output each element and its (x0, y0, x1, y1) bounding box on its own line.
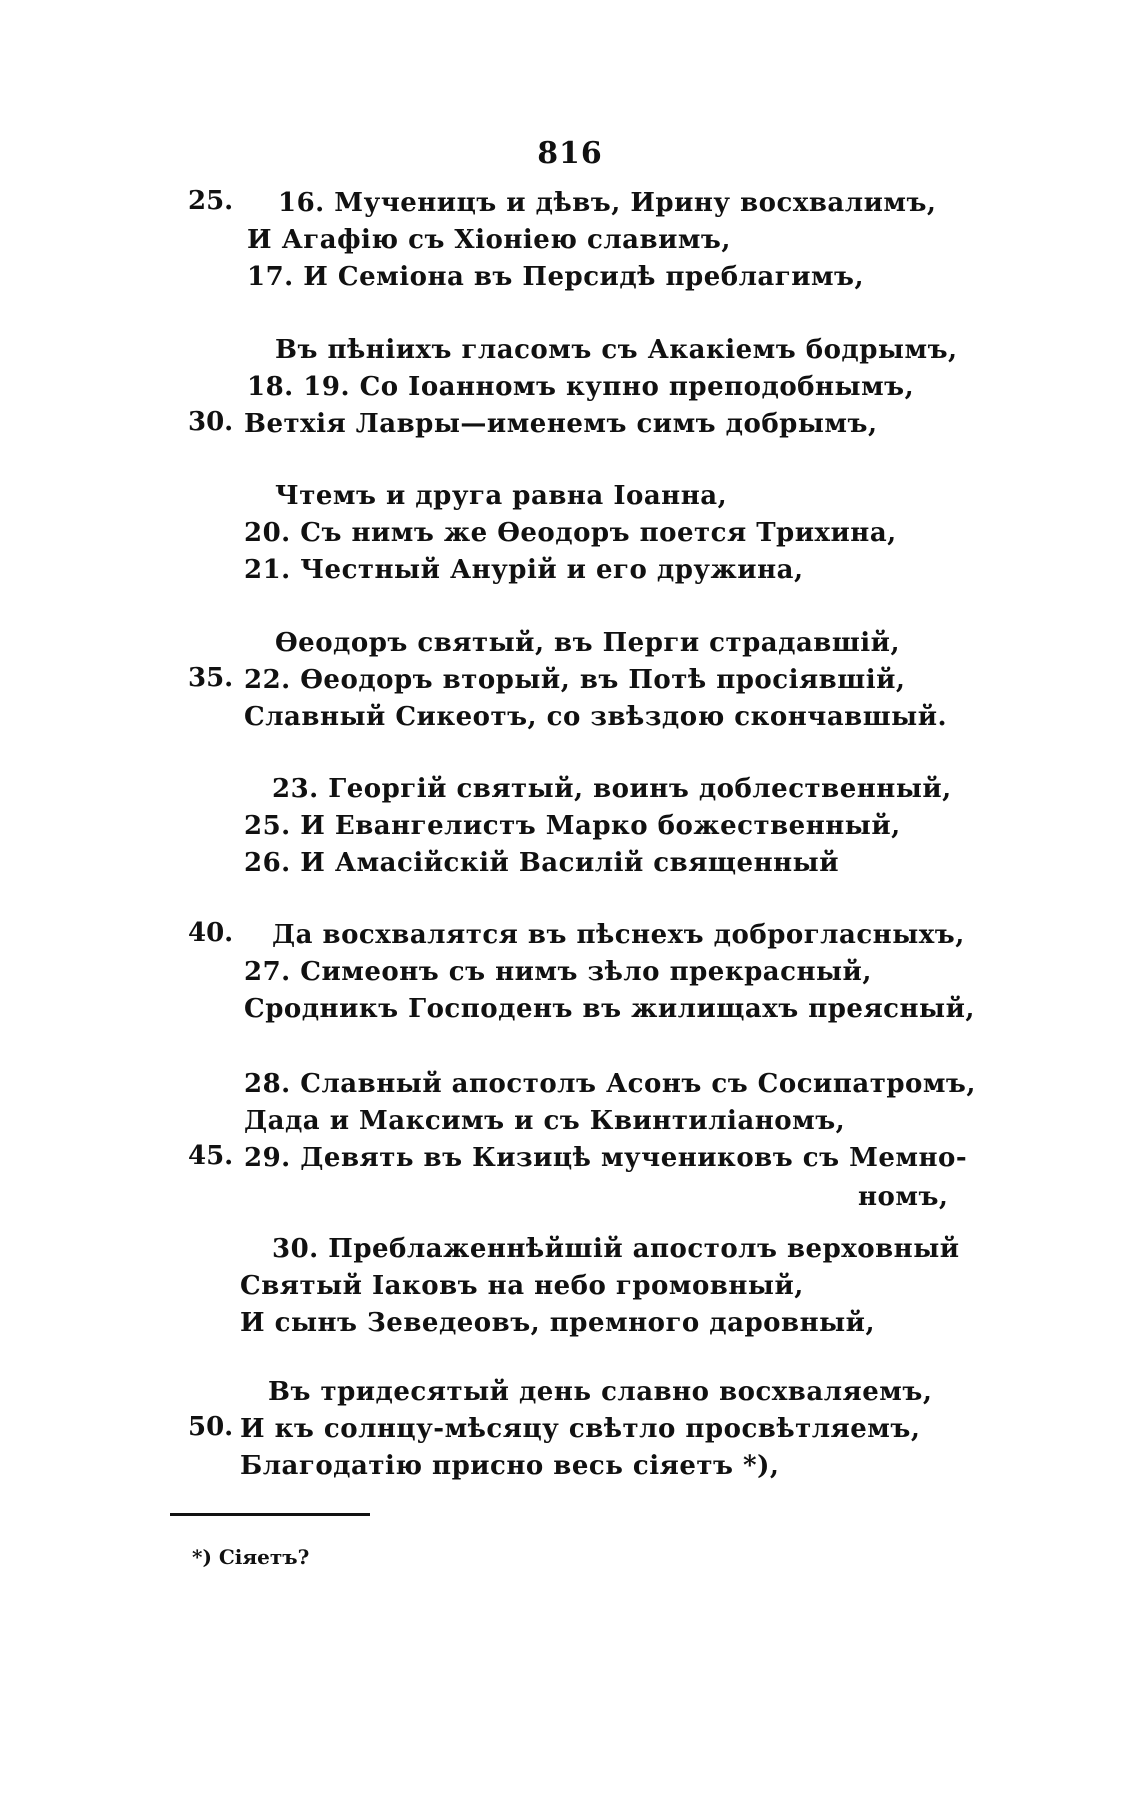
line-number-40: 40. (188, 918, 234, 948)
line-number-25: 25. (188, 186, 234, 216)
verse-line: 22. Ѳеодоръ вторый, въ Потѣ просіявшій, (244, 665, 906, 695)
verse-line: 16. Мученицъ и дѣвъ, Ирину восхвалимъ, (278, 188, 937, 218)
verse-line: Сродникъ Господенъ въ жилищахъ преясный, (244, 994, 975, 1024)
verse-line: 17. И Семіона въ Персидѣ преблагимъ, (247, 262, 865, 292)
verse-line: Святый Іаковъ на небо громовный, (240, 1271, 804, 1301)
footnote: *) Сіяетъ? (192, 1545, 310, 1569)
verse-line-continuation: номъ, (858, 1182, 949, 1212)
verse-line: 20. Съ нимъ же Ѳеодоръ поется Трихина, (244, 518, 897, 548)
footnote-divider (170, 1513, 370, 1516)
verse-line: Чтемъ и друга равна Іоанна, (275, 481, 728, 511)
line-number-30: 30. (188, 407, 234, 437)
verse-line: Въ пѣніихъ гласомъ съ Акакіемъ бодрымъ, (275, 335, 958, 365)
verse-line: 26. И Амасійскій Василій священный (244, 848, 839, 878)
line-number-35: 35. (188, 663, 234, 693)
line-number-50: 50. (188, 1412, 234, 1442)
verse-line: 28. Славный апостолъ Асонъ съ Сосипатромъ, (244, 1069, 976, 1099)
line-number-45: 45. (188, 1141, 234, 1171)
verse-line: Благодатію присно весь сіяетъ *), (240, 1451, 780, 1481)
page-number: 816 (537, 136, 603, 171)
verse-line: Да восхвалятся въ пѣснехъ доброгласныхъ, (272, 920, 965, 950)
verse-line: Ветхія Лавры—именемъ симъ добрымъ, (244, 409, 878, 439)
verse-line: 30. Преблаженнѣйшій апостолъ верховный (272, 1234, 960, 1264)
verse-line: 23. Георгій святый, воинъ доблественный, (272, 774, 952, 804)
verse-line: 29. Девять въ Кизицѣ мучениковъ съ Мемно- (244, 1143, 968, 1173)
verse-line: И Агафію съ Хіоніею славимъ, (247, 225, 731, 255)
verse-line: 27. Симеонъ съ нимъ зѣло прекрасный, (244, 957, 872, 987)
verse-line: Славный Сикеотъ, со звѣздою скончавшый. (244, 702, 948, 732)
verse-line: 21. Честный Анурій и его дружина, (244, 555, 804, 585)
verse-line: 18. 19. Со Іоанномъ купно преподобнымъ, (247, 372, 915, 402)
verse-line: Ѳеодоръ святый, въ Перги страдавшій, (275, 628, 901, 658)
verse-line: Въ тридесятый день славно восхваляемъ, (268, 1377, 933, 1407)
verse-line: 25. И Евангелистъ Марко божественный, (244, 811, 901, 841)
verse-line: И къ солнцу-мѣсяцу свѣтло просвѣтляемъ, (240, 1414, 921, 1444)
verse-line: И сынъ Зеведеовъ, премного даровный, (240, 1308, 875, 1338)
verse-line: Дада и Максимъ и съ Квинтиліаномъ, (244, 1106, 846, 1136)
